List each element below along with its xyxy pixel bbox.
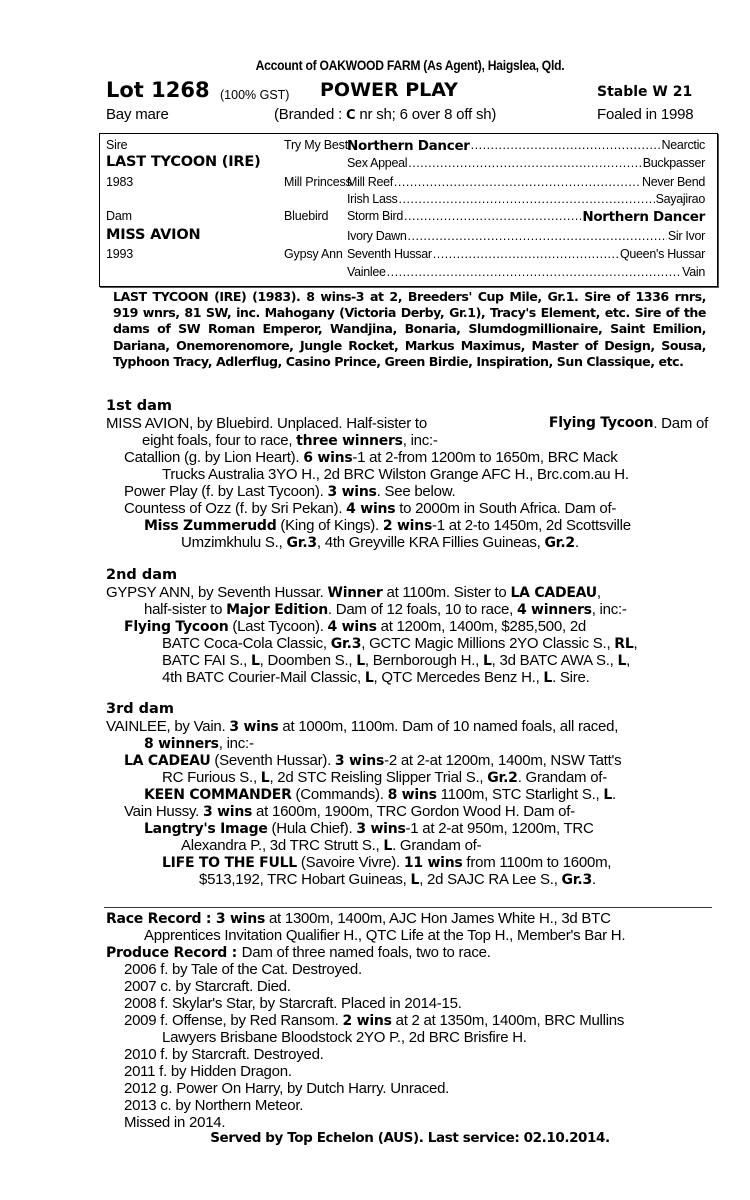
bold-text: 8 winners (144, 736, 219, 752)
ancestor-row (347, 192, 705, 206)
sire-dam: Mill Princess (284, 175, 352, 189)
dam-year: 1993 (106, 247, 134, 261)
text: Vain Hussy. (124, 803, 203, 820)
progeny-entry (162, 652, 630, 670)
text: Dam of three named foals, two to race. (241, 944, 491, 961)
text: (Last Tycoon). (228, 618, 328, 635)
text: (Hula Chief). (267, 820, 357, 837)
ancestor-right: Never Bend (641, 175, 705, 189)
leader-dots (399, 192, 655, 206)
bold-text: L (543, 670, 553, 686)
bold-text: L (251, 653, 260, 669)
bold-text: LA CADEAU (124, 753, 211, 769)
produce-item: 2006 f. by Tale of the Cat. Destroyed. (124, 961, 362, 978)
produce-record (106, 944, 491, 962)
ancestor-right: Northern Dancer (582, 209, 705, 225)
brand-info (274, 106, 496, 123)
text: -1 at 2-at 950m, 1200m, TRC (405, 820, 594, 837)
progeny-entry (124, 449, 617, 467)
text: (Commands). (291, 786, 388, 803)
third-dam-line (106, 718, 618, 736)
text: BATC Coca-Cola Classic, (162, 635, 331, 652)
lot-number: Lot 1268 (106, 78, 210, 102)
bold-text: 4 wins (327, 619, 377, 635)
text: RC Furious S., (162, 769, 261, 786)
text: . Dam of 12 foals, 10 to race, (327, 601, 517, 618)
sire-sire: Try My Best (284, 138, 349, 152)
bold-text: Gr.3 (330, 636, 362, 652)
text: at 1200m, 1400m, $285,500, 2d (376, 618, 587, 635)
ancestor-right: Sir Ivor (667, 229, 705, 243)
ancestor-row (347, 138, 705, 154)
text: -2 at 2-at 1200m, 1400m, NSW Tatt's (384, 752, 622, 769)
progeny-entry (144, 820, 594, 838)
third-dam-line (144, 735, 254, 753)
progeny-entry (181, 837, 481, 855)
ancestor-left: Northern Dancer (347, 138, 470, 154)
bold-text: three winners (296, 433, 403, 449)
bold-text: 3 wins (334, 753, 385, 769)
text: Alexandra P., 3d TRC Strutt S., (181, 837, 384, 854)
progeny-entry (124, 483, 455, 501)
first-dam-line (142, 432, 438, 450)
section-divider (104, 907, 712, 908)
ancestor-row (347, 247, 705, 261)
bold-text: Major Edition (226, 602, 328, 618)
text: , (633, 635, 638, 652)
bold-text: 4 wins (346, 501, 396, 517)
ancestor-right: Sayajirao (655, 192, 705, 206)
second-dam-line (144, 601, 627, 619)
bold-text: Miss Zummerudd (144, 518, 277, 534)
text: eight foals, four to race, (142, 432, 297, 449)
dam-label: Dam (106, 209, 132, 223)
text: , (596, 584, 601, 601)
bold-text: Gr.2 (487, 770, 518, 786)
leader-dots (471, 138, 661, 154)
progeny-entry (199, 871, 596, 889)
progeny-entry (162, 769, 607, 787)
race-record-cont: Apprentices Invitation Qualifier H., QTC Life at the Top H., Member's Bar H. (144, 927, 626, 944)
bold-text: Gr.3 (561, 872, 592, 888)
text: at 1000m, 1100m. Dam of 10 named foals, all raced, (278, 718, 619, 735)
third-dam-heading: 3rd dam (106, 701, 174, 717)
produce-item: 2011 f. by Hidden Dragon. (124, 1063, 292, 1080)
text: , (626, 652, 631, 669)
text: . Sire. (552, 669, 590, 686)
horse-description: Bay mare (106, 106, 169, 123)
service-note: Served by Top Echelon (AUS). Last service: 02.10.2014. (210, 1130, 610, 1146)
bold-text: 2 wins (382, 518, 433, 534)
first-dam-heading: 1st dam (106, 398, 172, 414)
text: (Seventh Hussar). (210, 752, 335, 769)
text: BATC FAI S., (162, 652, 251, 669)
text: . Grandam of- (392, 837, 482, 854)
text: . See below. (376, 483, 456, 500)
produce-item: 2012 g. Power On Harry, by Dutch Harry. Unraced. (124, 1080, 450, 1097)
dam-dam: Gypsy Ann (284, 247, 343, 261)
text: , inc:- (591, 601, 627, 618)
ancestor-left: Mill Reef (347, 175, 393, 189)
ancestor-right: Queen's Hussar (619, 247, 705, 261)
text: $513,192, TRC Hobart Guineas, (199, 871, 411, 888)
progeny-entry: Trucks Australia 3YO H., 2d BRC Wilston Grange AFC H., Brc.com.au H. (162, 466, 629, 483)
race-record (106, 910, 611, 928)
text: 1100m, STC Starlight S., (436, 786, 604, 803)
progeny-entry (144, 517, 631, 535)
bold-text: RL (614, 636, 634, 652)
ancestor-row (347, 156, 705, 170)
ancestor-right: Nearctic (661, 138, 705, 152)
dam-sire: Bluebird (284, 209, 329, 223)
sire-name: LAST TYCOON (IRE) (106, 154, 261, 170)
bold-text: LIFE TO THE FULL (162, 855, 297, 871)
bold-text: L (364, 670, 374, 686)
text: 4th BATC Courier-Mail Classic, (162, 669, 365, 686)
progeny-entry (124, 752, 621, 770)
ancestor-left: Sex Appeal (347, 156, 408, 170)
first-dam-line (106, 415, 708, 432)
text: at 1300m, 1400m, AJC Hon James White H., 3d BTC (265, 910, 611, 927)
text: . Dam of (653, 415, 708, 432)
text: at 2 at 1350m, 1400m, BRC Mullins (391, 1012, 625, 1029)
bold-text: Gr.3 (286, 535, 317, 551)
progeny-entry (162, 854, 611, 872)
progeny-entry (124, 500, 616, 518)
vendor-account: Account of OAKWOOD FARM (As Agent), Haigslea, Qld. (255, 58, 565, 73)
produce-item (124, 1012, 624, 1030)
stable-number: Stable W 21 (597, 84, 693, 100)
text: , inc:- (402, 432, 438, 449)
ancestor-left: Ivory Dawn (347, 229, 407, 243)
text: MISS AVION, by Bluebird. Unplaced. Half-sister to (106, 415, 427, 432)
bold-text: 11 wins (403, 855, 463, 871)
text: . (574, 534, 579, 551)
progeny-entry (124, 803, 575, 821)
bold-text: L (603, 787, 613, 803)
produce-item: 2008 f. Skylar's Star, by Starcraft. Placed in 2014-15. (124, 995, 462, 1012)
bold-text: L (410, 872, 420, 888)
ancestor-row (347, 175, 705, 189)
bold-text: 3 wins (202, 804, 253, 820)
produce-item: 2010 f. by Starcraft. Destroyed. (124, 1046, 324, 1063)
produce-item: 2013 c. by Northern Meteor. (124, 1097, 304, 1114)
produce-item: 2007 c. by Starcraft. Died. (124, 978, 291, 995)
text: , Doomben S., (259, 652, 357, 669)
gst-note: (100% GST) (220, 88, 290, 102)
brand-suffix: nr sh; 6 over 8 off sh) (355, 106, 497, 123)
text: -1 at 2-from 1200m to 1650m, BRC Mack (352, 449, 618, 466)
leader-dots (408, 229, 667, 243)
text: , Bernborough H., (364, 652, 483, 669)
leader-dots (433, 247, 619, 261)
text: Umzimkhulu S., (181, 534, 287, 551)
bold-text: KEEN COMMANDER (144, 787, 292, 803)
text: , 3d BATC AWA S., (491, 652, 618, 669)
text: , QTC Mercedes Benz H., (373, 669, 544, 686)
text: VAINLEE, by Vain. (106, 718, 230, 735)
leader-dots (408, 156, 641, 170)
progeny-entry (144, 786, 616, 804)
bold-text: 3 wins (229, 719, 279, 735)
bold-text: 4 winners (516, 602, 592, 618)
bold-text: L (356, 653, 365, 669)
text: . Grandam of- (517, 769, 607, 786)
progeny-entry (181, 534, 579, 552)
ancestor-right: Buckpasser (642, 156, 705, 170)
ancestor-left: Vainlee (347, 265, 386, 279)
bold-text: 8 wins (387, 787, 437, 803)
ancestor-row (347, 229, 705, 243)
bold-text: Gr.2 (544, 535, 575, 551)
brand-prefix: (Branded : (274, 106, 347, 123)
bold-text: Flying Tycoon (124, 619, 229, 635)
text: , 4th Greyville KRA Fillies Guineas, (316, 534, 545, 551)
ancestor-left: Irish Lass (347, 192, 398, 206)
bold-text: LA CADEAU (510, 585, 597, 601)
dam-name: MISS AVION (106, 227, 201, 243)
text: from 1100m to 1600m, (462, 854, 612, 871)
leader-dots (394, 175, 641, 189)
progeny-entry (162, 635, 637, 653)
bold-text: 2 wins (342, 1013, 392, 1029)
horse-name: POWER PLAY (320, 79, 458, 101)
bold-text: Flying Tycoon (548, 415, 654, 431)
leader-dots (404, 209, 581, 225)
text: , GCTC Magic Millions 2YO Classic S., (361, 635, 615, 652)
produce-record-label: Produce Record : (106, 945, 242, 961)
bold-text: L (482, 653, 492, 669)
text: GYPSY ANN, by Seventh Hussar. (106, 584, 328, 601)
bold-text: Langtry's Image (144, 821, 268, 837)
text: -1 at 2-to 1450m, 2d Scottsville (432, 517, 631, 534)
text: , 2d STC Reisling Slipper Trial S., (269, 769, 488, 786)
sire-summary: LAST TYCOON (IRE) (1983). 8 wins-3 at 2, Breeders' Cup Mile, Gr.1. Sire of 1336 rnrs, 919 wnrs, 81 SW, inc. Mahogany (Victoria Derby, Gr.1), Tracy's Element, etc. Sire of the dams of SW Roman Emperor, Wandjina, Bonaria, Slumdogmillionaire, Saint Emilion, Dariana, Onemorenomore, Jungle Rocket, Markus Maximus, Master of Design, Sousa, Typhoon Tracy, Adlerflug, Casino Prince, Green Birdie, Inspiration, Sun Classique, etc. (113, 289, 706, 369)
progeny-entry (162, 669, 590, 687)
ancestor-row (347, 209, 705, 225)
bold-text: L (617, 653, 627, 669)
ancestor-right: Vain (682, 265, 705, 279)
foaled-year: Foaled in 1998 (597, 106, 694, 123)
brand-mark: C (346, 108, 356, 123)
second-dam-line (106, 584, 601, 602)
race-record-label: Race Record : (106, 911, 216, 927)
leader-dots (387, 265, 681, 279)
text: Countess of Ozz (f. by Sri Pekan). (124, 500, 347, 517)
produce-item: Lawyers Brisbane Bloodstock 2YO P., 2d BRC Brisfire H. (162, 1029, 527, 1046)
progeny-entry (124, 618, 586, 636)
bold-text: Winner (327, 585, 383, 601)
text: . (592, 871, 596, 888)
bold-text: L (260, 770, 270, 786)
bold-text: 3 wins (327, 484, 377, 500)
text: , 2d SAJC RA Lee S., (419, 871, 562, 888)
text: at 1600m, 1900m, TRC Gordon Wood H. Dam of- (252, 803, 575, 820)
sire-label: Sire (106, 138, 128, 152)
ancestor-left: Storm Bird (347, 209, 404, 223)
produce-item: Missed in 2014. (124, 1114, 226, 1131)
text: (Savoire Vivre). (296, 854, 404, 871)
ancestor-row (347, 265, 705, 279)
bold-text: 6 wins (303, 450, 353, 466)
bold-text: 3 wins (215, 911, 266, 927)
text: at 1100m. Sister to (382, 584, 511, 601)
text: (King of Kings). (276, 517, 383, 534)
text: Power Play (f. by Last Tycoon). (124, 483, 328, 500)
bold-text: 3 wins (356, 821, 406, 837)
text: 2009 f. Offense, by Red Ransom. (124, 1012, 343, 1029)
bold-text: L (383, 838, 393, 854)
text: Catallion (g. by Lion Heart). (124, 449, 304, 466)
text: to 2000m in South Africa. Dam of- (395, 500, 617, 517)
text: , inc:- (218, 735, 254, 752)
sire-year: 1983 (106, 175, 134, 189)
second-dam-heading: 2nd dam (106, 567, 178, 583)
text: . (612, 786, 616, 803)
text: half-sister to (144, 601, 227, 618)
ancestor-left: Seventh Hussar (347, 247, 432, 261)
